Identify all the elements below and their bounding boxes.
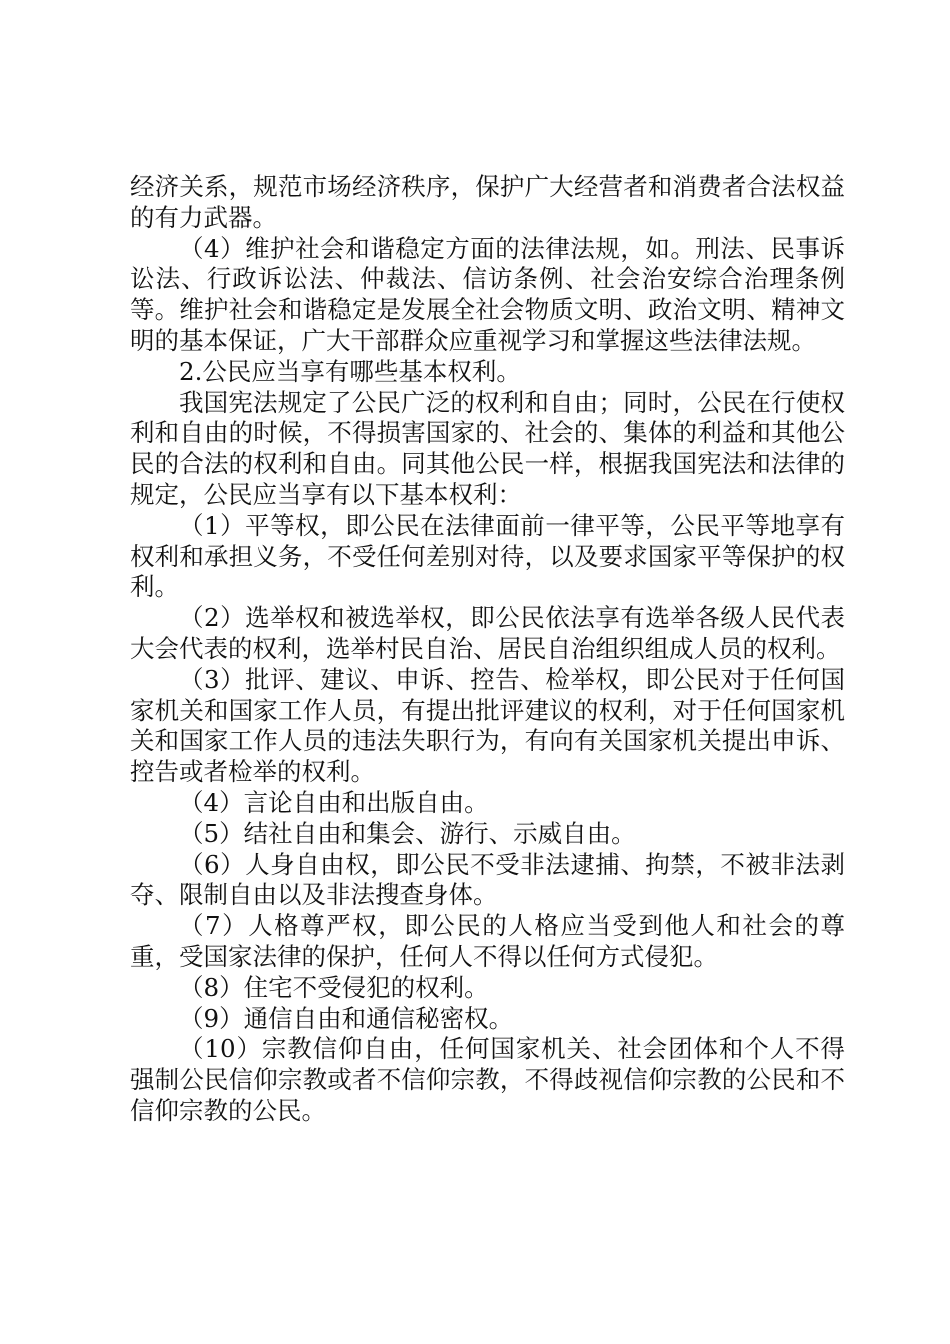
paragraph-right-religion: （10）宗教信仰自由，任何国家机关、社会团体和个人不得强制公民信仰宗教或者不信仰宗教，不得歧视信仰宗教的公民和不信仰宗教的公民。 [130, 1034, 845, 1125]
paragraph-right-criticism: （3）批评、建议、申诉、控告、检举权，即公民对于任何国家机关和国家工作人员，有提出批评建议的权利，对于任何国家机关和国家工作人员的违法失职行为，有向有关国家机关提出申诉、控告或者检举的权利。 [130, 664, 845, 787]
paragraph-right-correspondence: （9）通信自由和通信秘密权。 [179, 1003, 514, 1033]
paragraph-right-personal-freedom: （6）人身自由权，即公民不受非法逮捕、拘禁，不被非法剥夺、限制自由以及非法搜查身体。 [130, 849, 845, 910]
paragraph-right-dignity: （7）人格尊严权，即公民的人格应当受到他人和社会的尊重，受国家法律的保护，任何人不得以任何方式侵犯。 [130, 911, 845, 971]
paragraph-constitution-intro: 我国宪法规定了公民广泛的权利和自由；同时，公民在行使权利和自由的时候，不得损害国家的、社会的、集体的利益和其他公民的合法的权利和自由。同其他公民一样，根据我国宪法和法律的规定，公民应当享有以下基本权利： [130, 387, 845, 509]
paragraph-continuation: 经济关系，规范市场经济秩序，保护广大经营者和消费者合法权益的有力武器。 [130, 172, 845, 232]
paragraph-right-equality: （1）平等权，即公民在法律面前一律平等，公民平等地享有权利和承担义务，不受任何差别对待，以及要求国家平等保护的权利。 [130, 510, 845, 602]
paragraph-right-election: （2）选举权和被选举权，即公民依法享有选举各级人民代表大会代表的权利，选举村民自治、居民自治组织组成人员的权利。 [130, 603, 845, 663]
paragraph-right-speech: （4）言论自由和出版自由。 [179, 787, 489, 817]
paragraph-item-4-social-stability: （4）维护社会和谐稳定方面的法律法规，如。刑法、民事诉讼法、行政诉讼法、仲裁法、信访条例、社会治安综合治理条例等。维护社会和谐稳定是发展全社会物质文明、政治文明、精神文明的基本保证，广大干部群众应重视学习和掌握这些法律法规。 [130, 233, 845, 355]
paragraph-right-residence: （8）住宅不受侵犯的权利。 [179, 972, 489, 1002]
section-heading-citizen-rights: 2.公民应当享有哪些基本权利。 [179, 356, 521, 386]
paragraph-right-association: （5）结社自由和集会、游行、示威自由。 [179, 818, 636, 848]
document-body [130, 172, 845, 1127]
